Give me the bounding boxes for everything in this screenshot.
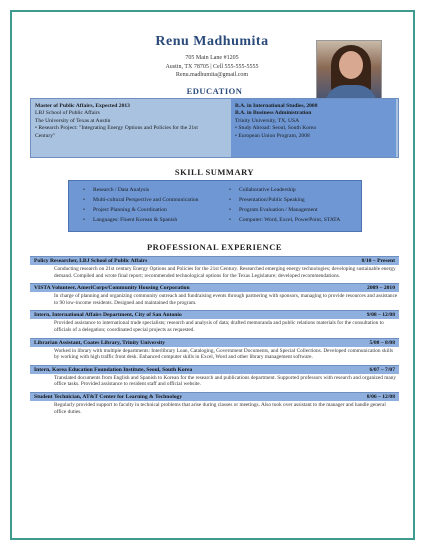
skill-item: • Presentation/Public Speaking: [229, 195, 361, 205]
candidate-name: Renu Madhumita: [155, 34, 269, 49]
job-role: Intern, International Affairs Department, City of San Antonio: [34, 312, 182, 319]
job-description: Translated documents from English and Spanish to Korean for the research and publications department. Supported professors with research and organized many office tasks. Provided assistance to resident staff and official website.: [54, 374, 397, 388]
degree-line: B.A. in Business Administration: [235, 110, 312, 117]
school-line: LBJ School of Public Affairs: [35, 110, 100, 117]
job-header: [30, 310, 399, 319]
education-heading: EDUCATION: [186, 86, 243, 96]
experience-heading: PROFESSIONAL EXPERIENCE: [146, 242, 282, 252]
university-line: The University of Texas at Austin: [35, 117, 111, 124]
skill-item: • Program Evaluation / Management: [229, 205, 361, 215]
skill-item: • Multi-cultural Perspective and Communication: [83, 195, 213, 205]
skill-item: • Project Planning & Coordination: [83, 205, 213, 215]
job-header: [30, 283, 399, 292]
job-dates: 8/10 – Present: [361, 258, 395, 264]
job-description: Worked in library with multiple departments: Interlibrary Loan, Cataloging, Government Documents, and Special Collections. Developed communication skills by working with high traffic front desk. Enhanced computer skills in Excel, Word and other library management software.: [54, 347, 394, 361]
job-entry: [30, 392, 399, 415]
skills-right-list: [229, 185, 361, 225]
job-role: Policy Researcher, LBJ School of Public Affairs: [34, 258, 148, 264]
job-entry: [30, 338, 399, 361]
job-role: VISTA Volunteer, AmeriCorps/Community Housing Corporation: [34, 285, 190, 292]
degree-line: B.A. in International Studies, 2008: [235, 103, 318, 109]
skills-left-list: [83, 185, 213, 225]
job-dates: 6/07 – 7/07: [369, 366, 395, 373]
job-role: Student Technician, AT&T Center for Learning & Technology: [34, 393, 183, 400]
job-description: Conducting research on 21st century Energy Options and Policies for the 21st Century. Researched emerging energy technologies; developing sustainable energy demand. Compiled and wrote final report; recommended technological options for the Texas Legislature; developed recommendations.: [54, 266, 396, 279]
education-left-column: [35, 103, 215, 140]
university-line: Trinity University, TX, USA: [235, 117, 300, 124]
job-dates: 2009 – 2010: [367, 285, 395, 292]
job-role: Librarian Assistant, Coates Library, Trinity University: [34, 339, 166, 346]
contact-email: Renu.madhumita@gmail.com: [175, 72, 249, 78]
education-right-column: [231, 99, 396, 157]
education-box: [30, 98, 399, 158]
job-header: [30, 365, 399, 374]
skill-item: • Languages: Fluent Korean & Spanish: [83, 215, 213, 225]
study-abroad-line: • Study Abroad: Seoul, South Korea: [235, 125, 316, 132]
research-project-line: • Research Project: "Integrating Energy Options and Policies for the 21st Century": [35, 125, 198, 139]
skill-summary-heading: SKILL SUMMARY: [174, 167, 255, 177]
resume-page: [10, 10, 415, 540]
job-entry: [30, 256, 399, 279]
job-header: [30, 256, 399, 265]
job-header: [30, 338, 399, 347]
skill-item: • Collaborative Leadership: [229, 185, 361, 195]
job-entry: [30, 283, 399, 306]
skill-item: • Research / Data Analysis: [83, 185, 213, 195]
job-role: Intern, Korea Education Foundation Institute, Seoul, South Korea: [34, 366, 193, 373]
skill-item: • Computer: Word, Excel, PowerPoint, STATA: [229, 215, 361, 225]
job-dates: 9/08 – 12/08: [366, 312, 395, 319]
job-dates: 8/06 – 12/08: [366, 393, 395, 400]
experience-list: [30, 256, 399, 419]
job-header: [30, 392, 399, 401]
contact-city-phone: Austin, TX 78705 | Cell 555-555-5555: [165, 63, 259, 70]
skill-summary-box: [68, 180, 362, 232]
contact-address: 705 Main Lane #1205: [185, 55, 239, 61]
job-description: In charge of planning and organizing community outreach and fundraising events through partnering with sponsors, managing to provide resources and assistance to 90 low-income residents. Designed and maintained the program.: [54, 293, 398, 306]
contact-block: [122, 54, 302, 80]
job-dates: 5/08 – 8/08: [369, 339, 395, 346]
job-entry: [30, 365, 399, 388]
job-description: Provided assistance to international trade specialists; research and analysis of data; drafted memoranda and public relations materials for the consultation to officials of a delegation; coordinated special projects as requested.: [54, 320, 384, 333]
degree-line: Master of Public Affairs, Expected 2013: [35, 103, 130, 109]
program-line: • European Union Program, 2008: [235, 132, 310, 139]
job-entry: [30, 310, 399, 333]
job-description: Regularly provided support to faculty in technical problems that arise during classes or meetings. Also took over assistant to the manager and handle general office duties.: [54, 401, 386, 415]
